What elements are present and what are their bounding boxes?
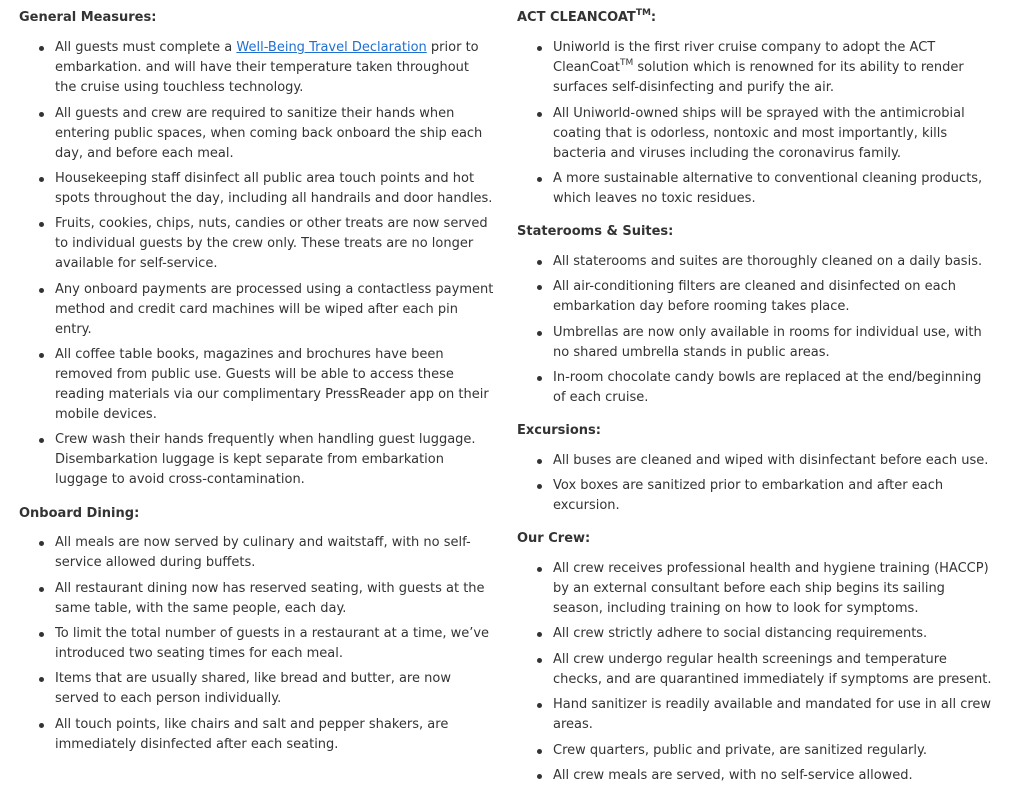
list-item: Crew quarters, public and private, are sanitized regularly. xyxy=(517,741,992,761)
well-being-declaration-link[interactable]: Well-Being Travel Declaration xyxy=(236,40,427,55)
excursions-list xyxy=(517,451,992,516)
list-item: All crew strictly adhere to social distancing requirements. xyxy=(517,624,992,644)
list-item: All coffee table books, magazines and brochures have been removed from public use. Guests will be able to access these reading materials via our complimentary PressReader app on their mobile devices. xyxy=(19,345,494,425)
act-cleancoat-heading: ACT CLEANCOAT™: xyxy=(517,7,657,25)
list-item-text: prior to embarkation. and will have their temperature taken throughout the cruise using touchless technology. xyxy=(55,40,479,95)
list-item: All touch points, like chairs and salt and pepper shakers, are immediately disinfected after each seating. xyxy=(19,715,494,755)
list-item xyxy=(19,38,494,98)
right-column xyxy=(517,0,992,786)
onboard-dining-list xyxy=(19,533,494,755)
list-item: In-room chocolate candy bowls are replaced at the end/beginning of each cruise. xyxy=(517,368,992,408)
list-item: Umbrellas are now only available in rooms for individual use, with no shared umbrella stands in public areas. xyxy=(517,323,992,363)
list-item: All guests and crew are required to sanitize their hands when entering public spaces, when coming back onboard the ship each day, and before each meal. xyxy=(19,104,494,164)
list-item: Items that are usually shared, like bread and butter, are now served to each person individually. xyxy=(19,669,494,709)
act-cleancoat-list xyxy=(517,38,992,209)
list-item: All air-conditioning filters are cleaned and disinfected on each embarkation day before rooming takes place. xyxy=(517,277,992,317)
our-crew-list xyxy=(517,559,992,786)
list-item-text: All guests must complete a xyxy=(55,40,237,55)
list-item: Housekeeping staff disinfect all public area touch points and hot spots throughout the day, including all handrails and door handles. xyxy=(19,169,494,209)
list-item: All crew meals are served, with no self-service allowed. xyxy=(517,766,992,786)
our-crew-heading: Our Crew: xyxy=(517,531,591,546)
list-item: All buses are cleaned and wiped with disinfectant before each use. xyxy=(517,451,992,471)
list-item: A more sustainable alternative to conventional cleaning products, which leaves no toxic residues. xyxy=(517,169,992,209)
list-item: Uniworld is the first river cruise company to adopt the ACT CleanCoat™ solution which is renowned for its ability to render surfaces self-disinfecting and purify the air. xyxy=(517,38,992,98)
list-item: Any onboard payments are processed using a contactless payment method and credit card machines will be wiped after each pin entry. xyxy=(19,280,494,340)
list-item: All Uniworld-owned ships will be sprayed with the antimicrobial coating that is odorless, nontoxic and most importantly, kills bacteria and viruses including the coronavirus family. xyxy=(517,104,992,164)
list-item: All meals are now served by culinary and waitstaff, with no self-service allowed during buffets. xyxy=(19,533,494,573)
list-item: All staterooms and suites are thoroughly cleaned on a daily basis. xyxy=(517,252,992,272)
list-item: Crew wash their hands frequently when handling guest luggage. Disembarkation luggage is kept separate from embarkation luggage to avoid cross-contamination. xyxy=(19,430,494,490)
onboard-dining-heading: Onboard Dining: xyxy=(19,506,140,521)
excursions-heading: Excursions: xyxy=(517,423,601,438)
staterooms-suites-list xyxy=(517,252,992,408)
general-measures-list xyxy=(19,38,494,490)
list-item: Hand sanitizer is readily available and mandated for use in all crew areas. xyxy=(517,695,992,735)
list-item: Fruits, cookies, chips, nuts, candies or other treats are now served to individual guests by the crew only. These treats are no longer available for self-service. xyxy=(19,214,494,274)
list-item: All crew receives professional health and hygiene training (HACCP) by an external consultant before each ship begins its sailing season, including training on how to look for symptoms. xyxy=(517,559,992,619)
list-item: To limit the total number of guests in a restaurant at a time, we’ve introduced two seating times for each meal. xyxy=(19,624,494,664)
general-measures-heading: General Measures: xyxy=(19,10,157,25)
list-item: All restaurant dining now has reserved seating, with guests at the same table, with the same people, each day. xyxy=(19,579,494,619)
staterooms-suites-heading: Staterooms & Suites: xyxy=(517,224,674,239)
left-column xyxy=(19,0,494,755)
list-item: Vox boxes are sanitized prior to embarkation and after each excursion. xyxy=(517,476,992,516)
list-item: All crew undergo regular health screenings and temperature checks, and are quarantined immediately if symptoms are present. xyxy=(517,650,992,690)
